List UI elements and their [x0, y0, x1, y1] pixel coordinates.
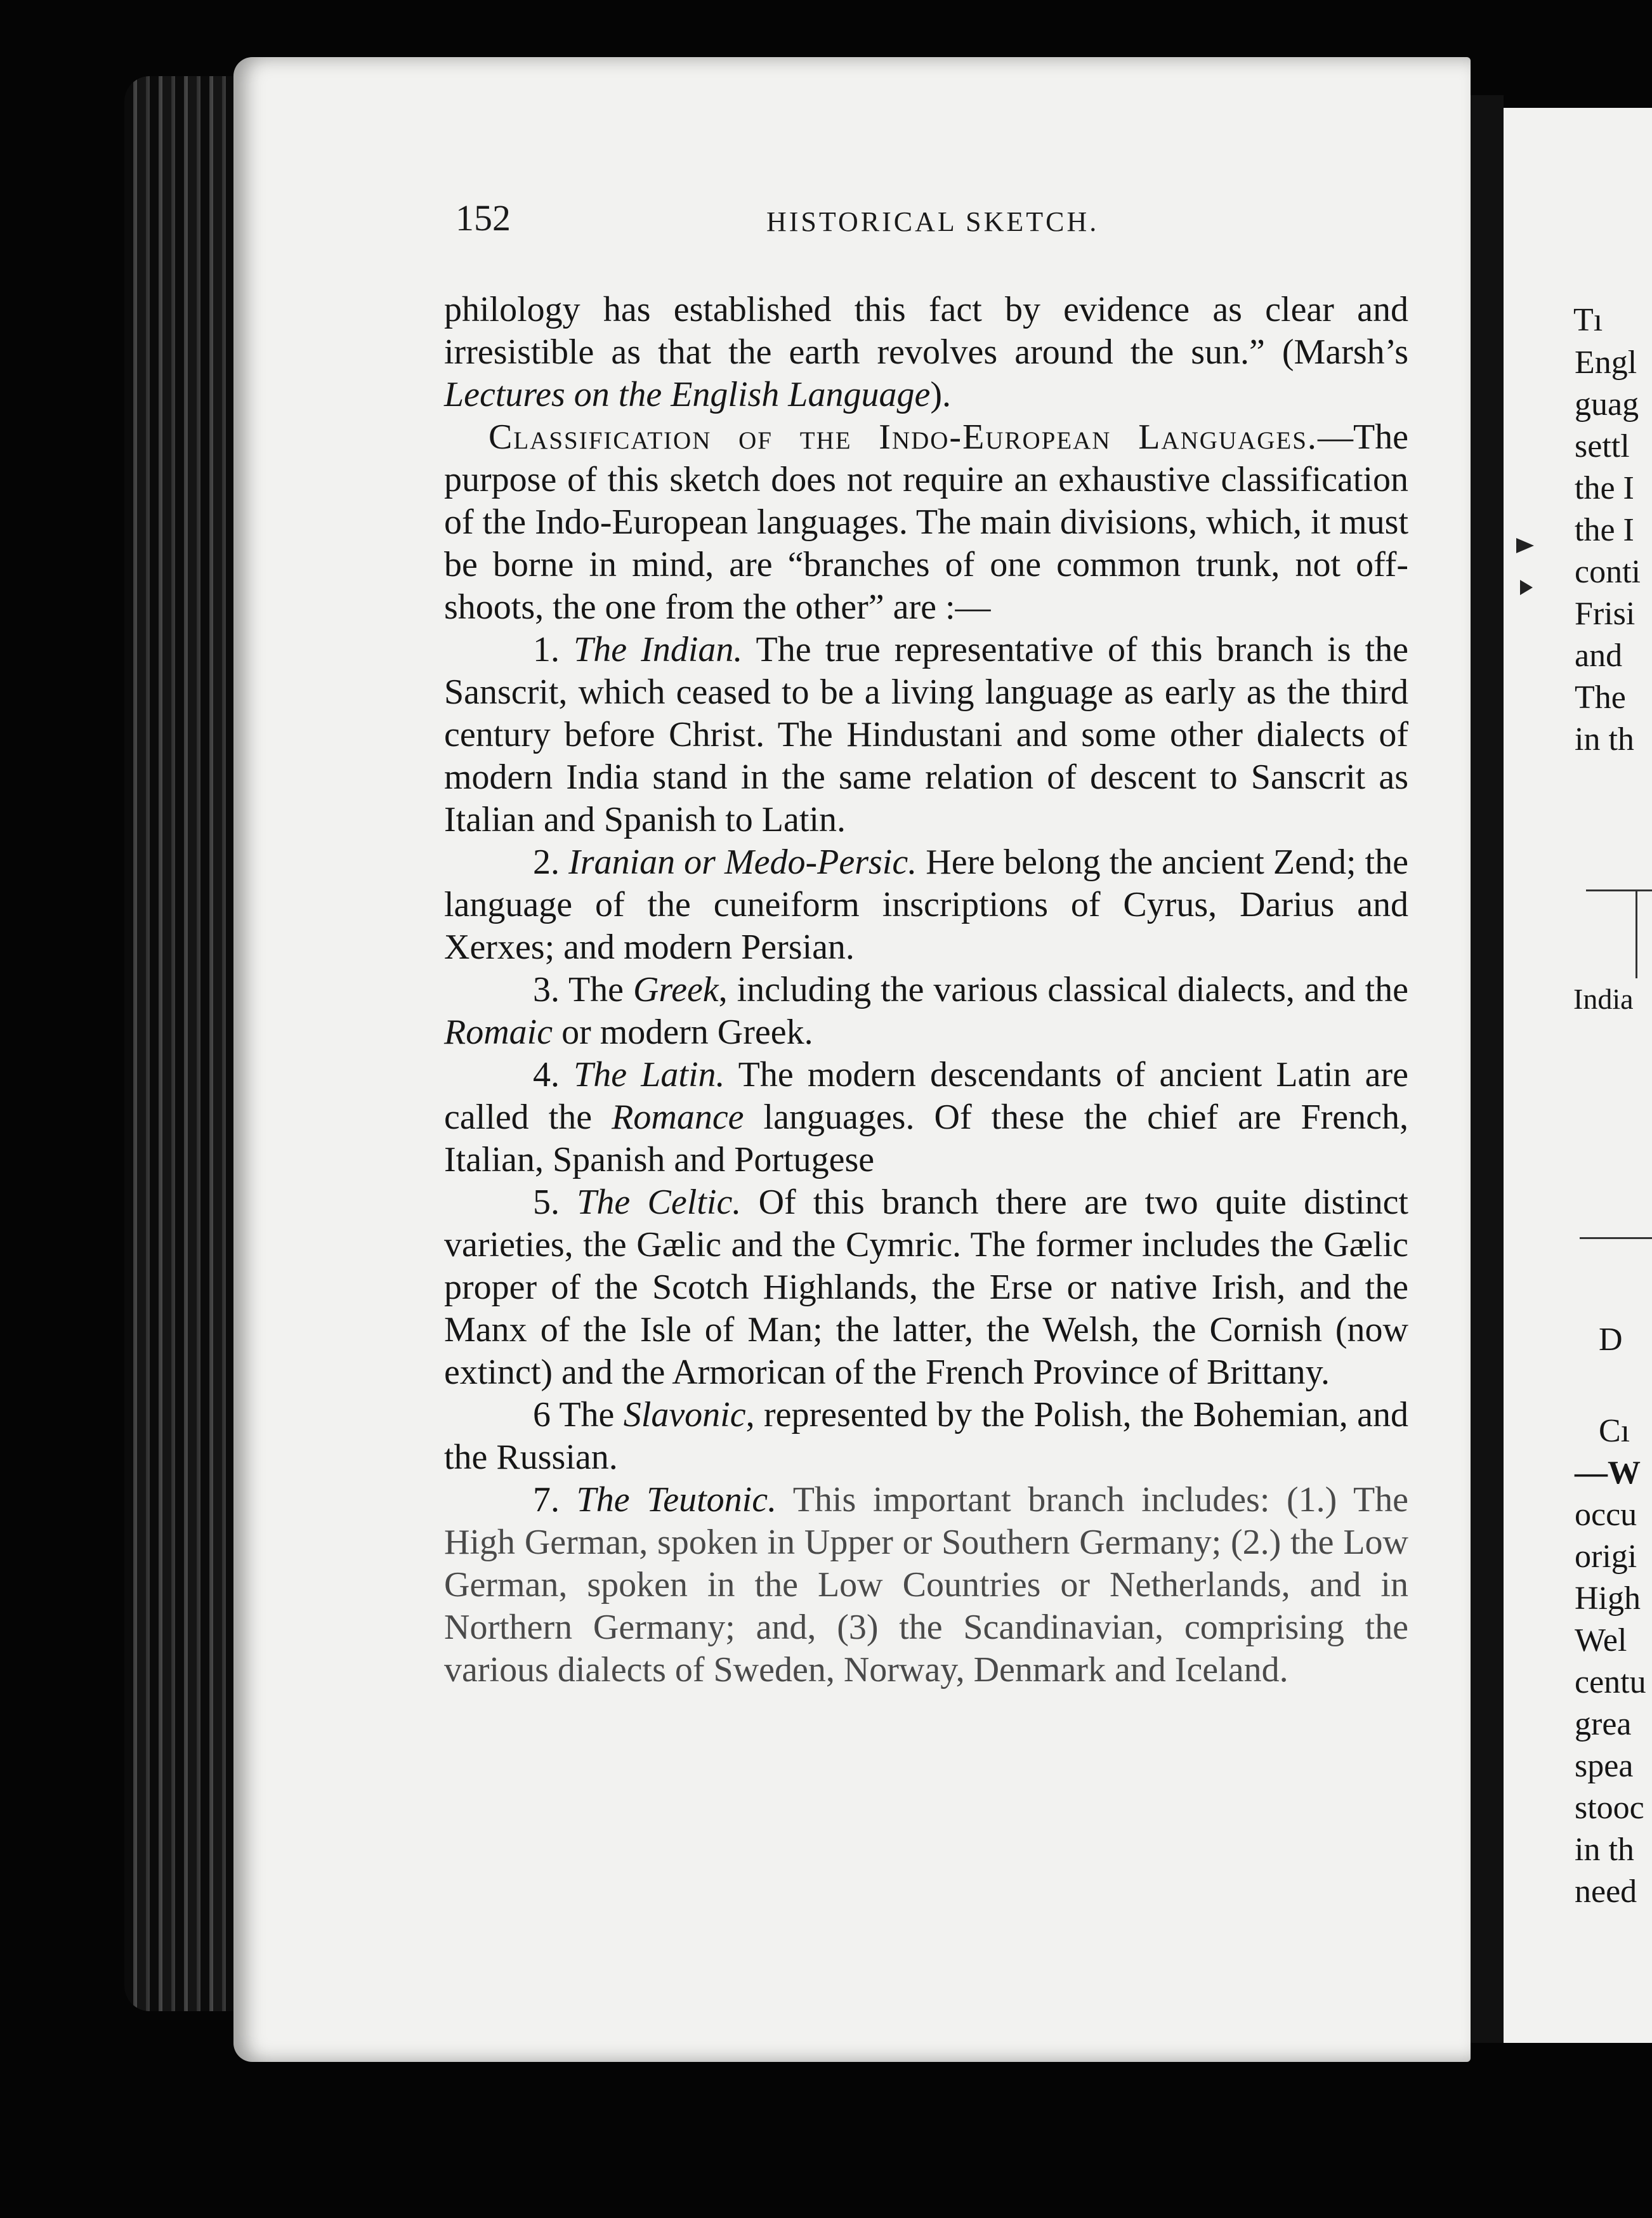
fragment-text: Frisi: [1575, 596, 1636, 632]
fragment-text: origi: [1575, 1539, 1637, 1575]
fragment-text: centu: [1575, 1664, 1646, 1700]
pointer-mark-icon: [1520, 580, 1533, 595]
list-item: 2. Iranian or Medo-Persic. Here belong the ancient Zend; the language of the cuneiform inscriptions of Cyrus, Darius and Xerxes; and modern Persian.: [444, 843, 1408, 967]
fragment-text: Wel: [1575, 1622, 1627, 1658]
fragment-text: D: [1599, 1322, 1623, 1358]
list-item: 3. The Greek, including the various classical dialects, and the Romaic or modern Greek.: [444, 970, 1408, 1052]
fragment-text: settl: [1575, 428, 1630, 464]
paragraph-classification: Classification of the Indo-European Languages.—The purpose of this sketch does not require an exhaustive classification of the Indo-European languages. The main divisions, which, it must be borne in mind, are “branches of one common trunk, not off-shoots, the one from the other” are :—: [444, 417, 1409, 627]
table-rule: [1586, 889, 1652, 891]
list-item: 5. The Celtic. Of this branch there are two quite distinct varieties, the Gælic and the Cymric. The former includes the Gælic proper of the Scotch Highlands, the Erse or native Irish, and the Manx of the Isle of Man; the latter, the Welsh, the Cornish (now extinct) and the Armorican of the French Province of Brittany.: [444, 1183, 1408, 1392]
fragment-text: India: [1573, 983, 1634, 1015]
right-page-fragment: [1504, 108, 1652, 2043]
pointer-mark-icon: [1516, 538, 1534, 553]
fragment-text: Engl: [1575, 345, 1637, 381]
fragment-text: and: [1575, 638, 1623, 674]
paragraph-quote-end: philology has established this fact by evidence as clear and irresistible as that the earth revolves around the sun.” (Marsh’s Lectures on the English Language).: [444, 290, 1408, 414]
fragment-text: occu: [1575, 1497, 1637, 1533]
fragment-text: High: [1575, 1580, 1641, 1617]
fragment-text: Tı: [1573, 302, 1603, 338]
fragment-text: The: [1575, 679, 1626, 716]
list-item: 6 The Slavonic, represented by the Polish, the Bohemian, and the Russian.: [444, 1395, 1409, 1477]
page-gutter: [1471, 95, 1504, 2043]
fragment-text: in th: [1575, 721, 1634, 758]
list-item: 1. The Indian. The true representative of this branch is the Sanscrit, which ceased to be a living language as early as the third century before Christ. The Hindustani and some other dialects of modern India stand in the same relation of descent to Sanscrit as Italian and Spanish to Latin.: [444, 630, 1408, 839]
table-rule: [1580, 1237, 1652, 1239]
fragment-text: Cı: [1599, 1413, 1630, 1449]
list-item: 4. The Latin. The modern descendants of ancient Latin are called the Romance languages. Of these the chief are French, Italian, Spanish and Portugese: [444, 1055, 1409, 1179]
fragment-text: the I: [1575, 470, 1634, 506]
section-heading: Classification of the Indo-European Languages.: [488, 417, 1318, 457]
table-rule: [1636, 889, 1637, 978]
page-header: [456, 197, 1407, 254]
fragment-text: in th: [1575, 1832, 1634, 1868]
page-number: 152: [456, 197, 511, 239]
fragment-text: conti: [1575, 554, 1641, 590]
fragment-text: stooc: [1575, 1790, 1644, 1826]
fragment-text: speа: [1575, 1748, 1634, 1784]
fragment-text: —W: [1575, 1455, 1641, 1491]
list-item: 7. The Teutonic. This important branch includes: (1.) The High German, spoken in Upper or Southern Germany; (2.) the Low German, spoken in the Low Countries or Netherlands, and in Northern Germany; and, (3) the Scandinavian, comprising the various dialects of Sweden, Norway, Denmark and Iceland.: [444, 1480, 1409, 1690]
fragment-text: the I: [1575, 512, 1634, 548]
running-head: HISTORICAL SKETCH.: [766, 206, 1099, 237]
fragment-text: guag: [1575, 386, 1639, 423]
fragment-text: grea: [1575, 1706, 1632, 1742]
page-body: [444, 289, 1408, 1691]
fragment-text: need: [1575, 1873, 1637, 1910]
